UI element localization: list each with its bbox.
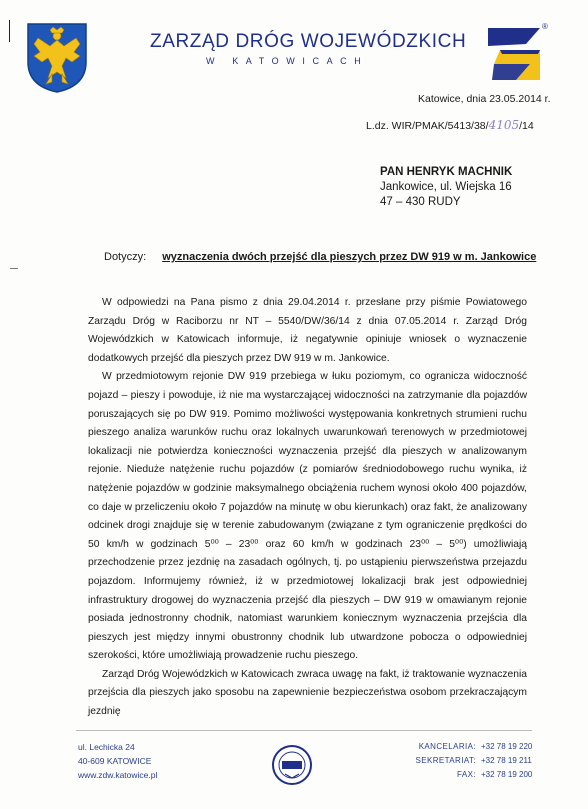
body-paragraph-2: W przedmiotowym rejonie DW 919 przebiega w łuku poziomym, co ogranicza widoczność pojazd – pieszy i powoduje, iż nie ma wystarczającej widoczności na zatrzymanie dla pojazdów poruszających się po DW 919. Pomimo możliwości występowania konkretnych strumieni ruchu pieszego analiza warunków ruchu oraz lokalnych uwarunkowań terenowych w przedmiotowej lokalizacji nie potwierdza konieczności wyznaczenia przejść dla pieszych w analizowanym rejonie. Nieduże natężenie ruchu pojazdów (z pomiarów średniodobowego ruchu wynika, iż natężenie pojazdów w godzinie maksymalnego obciążenia ruchem wynosi około 400 pojazdów, co daje w przeliczeniu około 7 pojazdów na minutę w obu kierunkach) oraz fakt, że analizowany odcinek drogi znajduje się w terenie zabudowanym (związane z tym ograniczenie prędkości do 50 km/h w godzinach 5⁰⁰ – 23⁰⁰ oraz 60 km/h w godzinach 23⁰⁰ – 5⁰⁰) umożliwiają przechodzenie przez jezdnię na zasadach ogólnych, tj. po ustąpieniu pierwszeństwa przejazdu pojazdom. Informujemy również, iż w przedmiotowej lokalizacji brak jest odpowiedniej infrastruktury drogowej do wyznaczenia przejść dla pieszych – DW 919 w omawianym rejonie posiada jednostronny chodnik, natomiast warunkiem koniecznym wyznaczenia przejścia dla pieszych jest między innymi obustronny chodnik lub utwardzone pobocza o odpowiedniej szerokości, które umożliwiają prowadzenie ruchu pieszego. [88, 371, 527, 662]
subject-label: Dotyczy: [104, 251, 147, 263]
reference-prefix: L.dz. WIR/PMAK/5413/38/ [366, 120, 489, 132]
reference-suffix: /14 [519, 120, 534, 132]
footer-divider [76, 730, 532, 731]
contact-label: SEKRETARIAT: [415, 756, 476, 765]
contact-phone: +32 78 19 200 [481, 770, 533, 779]
zdw-logo-icon [486, 24, 542, 84]
reference-handwritten: 4105 [488, 118, 520, 132]
coat-of-arms-icon [26, 22, 88, 94]
letter-body [88, 294, 527, 722]
organization-name: ZARZĄD DRÓG WOJEWÓDZKICH [150, 31, 467, 52]
body-paragraph-1: W odpowiedzi na Pana pismo z dnia 29.04.2014 r. przesłane przy piśmie Powiatowego Zarządu Dróg w Raciborzu nr NT – 5540/DW/36/14 z dnia 07.05.2014 r. Zarząd Dróg Wojewódzkich w Katowicach informuje, iż negatywnie opiniuje wniosek o wyznaczenie dodatkowych przejść dla pieszych przez DW 919 w m. Jankowice. [88, 297, 527, 364]
contact-row [404, 754, 532, 768]
contact-phone: +32 78 19 220 [481, 742, 533, 751]
contact-row [404, 768, 532, 782]
footer-postal: 40-609 KATOWICE [78, 756, 152, 766]
contact-label: FAX: [457, 770, 476, 779]
footer-website-link[interactable]: www.zdw.katowice.pl [78, 770, 158, 780]
iso-certificate-icon [271, 744, 313, 786]
subject-line [104, 251, 536, 263]
reference-number [366, 118, 534, 132]
recipient-address [380, 165, 512, 210]
contact-row [404, 740, 532, 754]
scan-edge-mark [9, 20, 10, 42]
recipient-name: PAN HENRYK MACHNIK [380, 166, 513, 178]
fold-mark [10, 268, 18, 269]
body-paragraph-3: Zarząd Dróg Wojewódzkich w Katowicach zwraca uwagę na fakt, iż traktowanie wyznaczenia przejścia dla pieszych jako sposobu na zapewnienie bezpieczeństwa osobom przekraczającym jezdnię [88, 668, 527, 718]
subject-text: wyznaczenia dwóch przejść dla pieszych przez DW 919 w m. Jankowice [162, 251, 537, 263]
footer-contacts [404, 740, 532, 782]
contact-phone: +32 78 19 211 [481, 756, 532, 765]
footer-address [78, 740, 157, 782]
recipient-street: Jankowice, ul. Wiejska 16 [380, 181, 512, 193]
footer-street: ul. Lechicka 24 [78, 742, 135, 752]
organization-city: W KATOWICACH [206, 56, 369, 66]
registered-mark: ® [542, 22, 548, 31]
date-line: Katowice, dnia 23.05.2014 r. [418, 93, 551, 105]
recipient-city: 47 – 430 RUDY [380, 196, 461, 208]
contact-label: KANCELARIA: [418, 742, 476, 751]
